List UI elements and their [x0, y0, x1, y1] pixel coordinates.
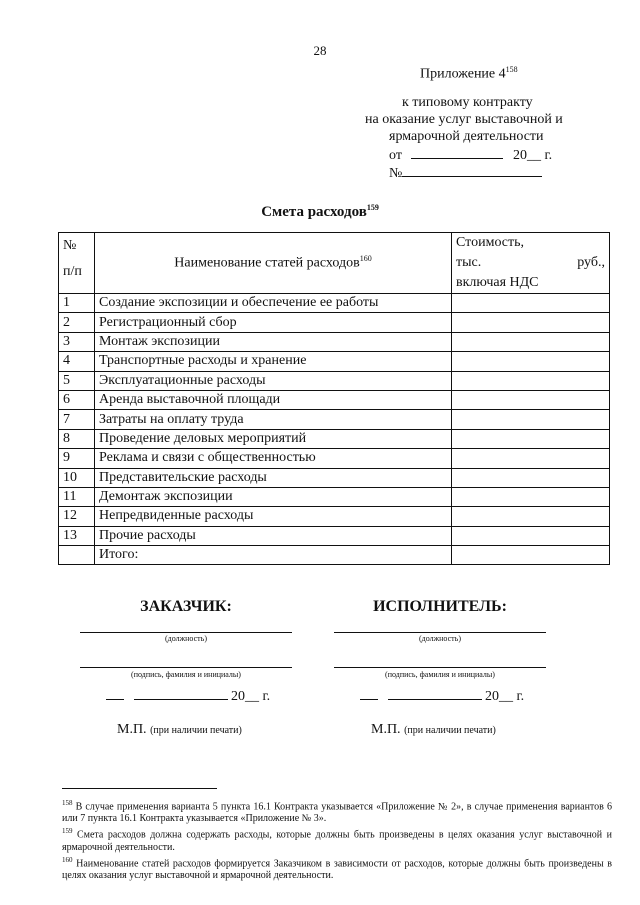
row-cost[interactable]: [452, 352, 610, 371]
customer-month-blank[interactable]: [134, 687, 228, 700]
contractor-heading: ИСПОЛНИТЕЛЬ:: [373, 598, 507, 615]
appendix-title: [420, 65, 518, 83]
contractor-day-blank[interactable]: [360, 687, 378, 700]
table-header-row: [59, 233, 610, 294]
footnote-text: Наименование статей расходов формируется Заказчиком в зависимости от расходов, которые должны быть произведены в целях оказания услуг выставочной и ярмарочной деятельности.: [62, 857, 613, 881]
customer-position-line[interactable]: [80, 632, 292, 633]
row-number: 5: [59, 371, 95, 390]
customer-signature-caption: (подпись, фамилия и инициалы): [131, 670, 241, 679]
footnote-number: 159: [62, 827, 73, 836]
number-label: №: [389, 166, 403, 181]
row-name: Эксплуатационные расходы: [95, 371, 452, 390]
table-row: [59, 429, 610, 448]
footnote-text: Смета расходов должна содержать расходы, которые должны быть произведены в целях оказания услуг выставочной и ярмарочной деятельности.: [62, 829, 612, 853]
row-cost[interactable]: [452, 429, 610, 448]
header-cost-line2a: тыс.: [456, 255, 482, 270]
estimate-title-text: Смета расходов: [261, 204, 367, 220]
footnote-158: [62, 797, 612, 825]
contractor-signature-caption: (подпись, фамилия и инициалы): [385, 670, 495, 679]
appendix-number-line: [389, 164, 542, 182]
customer-heading: ЗАКАЗЧИК:: [140, 598, 232, 615]
customer-stamp: [117, 722, 242, 738]
appendix-line3: на оказание услуг выставочной и: [365, 112, 563, 127]
row-number: 1: [59, 294, 95, 313]
table-row: [59, 487, 610, 506]
date-year: 20__ г.: [512, 148, 553, 163]
contractor-month-blank[interactable]: [388, 687, 482, 700]
header-number-line1: №: [63, 238, 77, 253]
row-cost-total[interactable]: [452, 546, 610, 565]
row-number: 11: [59, 487, 95, 506]
footnote-159: [62, 825, 612, 853]
header-name: [95, 233, 452, 294]
appendix-footnote-ref: 158: [505, 65, 518, 74]
table-row: [59, 449, 610, 468]
table-row-total: [59, 546, 610, 565]
contractor-stamp-label: М.П.: [371, 722, 401, 737]
contractor-date-line: [360, 687, 524, 705]
row-cost[interactable]: [452, 507, 610, 526]
customer-stamp-label: М.П.: [117, 722, 147, 737]
row-name: Транспортные расходы и хранение: [95, 352, 452, 371]
row-name: Монтаж экспозиции: [95, 332, 452, 351]
header-number: [59, 233, 95, 294]
contractor-stamp: [371, 722, 496, 738]
footnote-number: 160: [62, 855, 73, 864]
footnotes: [62, 797, 612, 882]
row-number: 6: [59, 390, 95, 409]
page-number: 28: [313, 43, 327, 58]
row-name: Регистрационный сбор: [95, 313, 452, 332]
row-number: 9: [59, 449, 95, 468]
row-name: Аренда выставочной площади: [95, 390, 452, 409]
row-cost[interactable]: [452, 487, 610, 506]
row-cost[interactable]: [452, 468, 610, 487]
row-name: Демонтаж экспозиции: [95, 487, 452, 506]
row-number: 12: [59, 507, 95, 526]
header-footnote-ref: 160: [359, 254, 372, 264]
appendix-date-line: [389, 146, 552, 164]
number-blank: [402, 164, 542, 177]
row-cost[interactable]: [452, 410, 610, 429]
row-name: Непредвиденные расходы: [95, 507, 452, 526]
contractor-position-caption: (должность): [419, 634, 461, 643]
table-row: [59, 507, 610, 526]
footnote-text: В случае применения варианта 5 пункта 16.1 Контракта указывается «Приложение № 2», в случае применения вариантов 6 или 7 пункта 16.1 Контракта указывается «Приложение № 3».: [62, 801, 613, 825]
title-footnote-ref: 159: [366, 203, 379, 212]
row-cost[interactable]: [452, 449, 610, 468]
footnote-number: 158: [62, 799, 73, 807]
contractor-signature-line[interactable]: [334, 667, 546, 668]
row-cost[interactable]: [452, 390, 610, 409]
row-name: Затраты на оплату труда: [95, 410, 452, 429]
table-row: [59, 294, 610, 313]
header-cost-line2b: руб.,: [577, 255, 605, 270]
row-name: Реклама и связи с общественностью: [95, 449, 452, 468]
table-row: [59, 526, 610, 545]
contractor-stamp-note: (при наличии печати): [404, 725, 496, 736]
date-from-label: от: [389, 148, 402, 163]
estimate-title: [0, 203, 640, 221]
customer-signature-line[interactable]: [80, 667, 292, 668]
customer-stamp-note: (при наличии печати): [150, 725, 242, 736]
table-row: [59, 352, 610, 371]
row-cost[interactable]: [452, 332, 610, 351]
table-row: [59, 313, 610, 332]
row-number: 7: [59, 410, 95, 429]
appendix-title-text: Приложение 4: [420, 66, 506, 82]
row-number: 3: [59, 332, 95, 351]
row-number: 8: [59, 429, 95, 448]
row-name: Прочие расходы: [95, 526, 452, 545]
row-cost[interactable]: [452, 313, 610, 332]
table-row: [59, 468, 610, 487]
header-name-text: Наименование статей расходов: [174, 255, 360, 271]
header-cost: [452, 233, 610, 294]
row-name: Создание экспозиции и обеспечение ее работы: [95, 294, 452, 313]
contractor-position-line[interactable]: [334, 632, 546, 633]
table-row: [59, 390, 610, 409]
header-cost-line1: Стоимость,: [456, 235, 525, 250]
footnote-divider: [62, 788, 217, 789]
date-blank: [411, 146, 503, 159]
header-cost-line3: включая НДС: [456, 275, 539, 290]
row-number: 13: [59, 526, 95, 545]
row-number: 4: [59, 352, 95, 371]
row-cost[interactable]: [452, 294, 610, 313]
contractor-date-year: 20__ г.: [485, 689, 525, 704]
customer-position-caption: (должность): [165, 634, 207, 643]
customer-day-blank[interactable]: [106, 687, 124, 700]
customer-date-year: 20__ г.: [231, 689, 271, 704]
row-number: [59, 546, 95, 565]
appendix-line2: к типовому контракту: [402, 95, 533, 110]
table-row: [59, 332, 610, 351]
row-cost[interactable]: [452, 526, 610, 545]
estimate-table: [58, 232, 610, 565]
header-cost-line2: [456, 253, 605, 273]
footnote-160: [62, 854, 612, 882]
header-number-line2: п/п: [63, 264, 82, 279]
table-row: [59, 410, 610, 429]
row-name: Представительские расходы: [95, 468, 452, 487]
row-name: Проведение деловых мероприятий: [95, 429, 452, 448]
row-number: 2: [59, 313, 95, 332]
table-row: [59, 371, 610, 390]
appendix-line4: ярмарочной деятельности: [389, 129, 544, 144]
row-number: 10: [59, 468, 95, 487]
customer-date-line: [106, 687, 270, 705]
row-name: Итого:: [95, 546, 452, 565]
row-cost[interactable]: [452, 371, 610, 390]
